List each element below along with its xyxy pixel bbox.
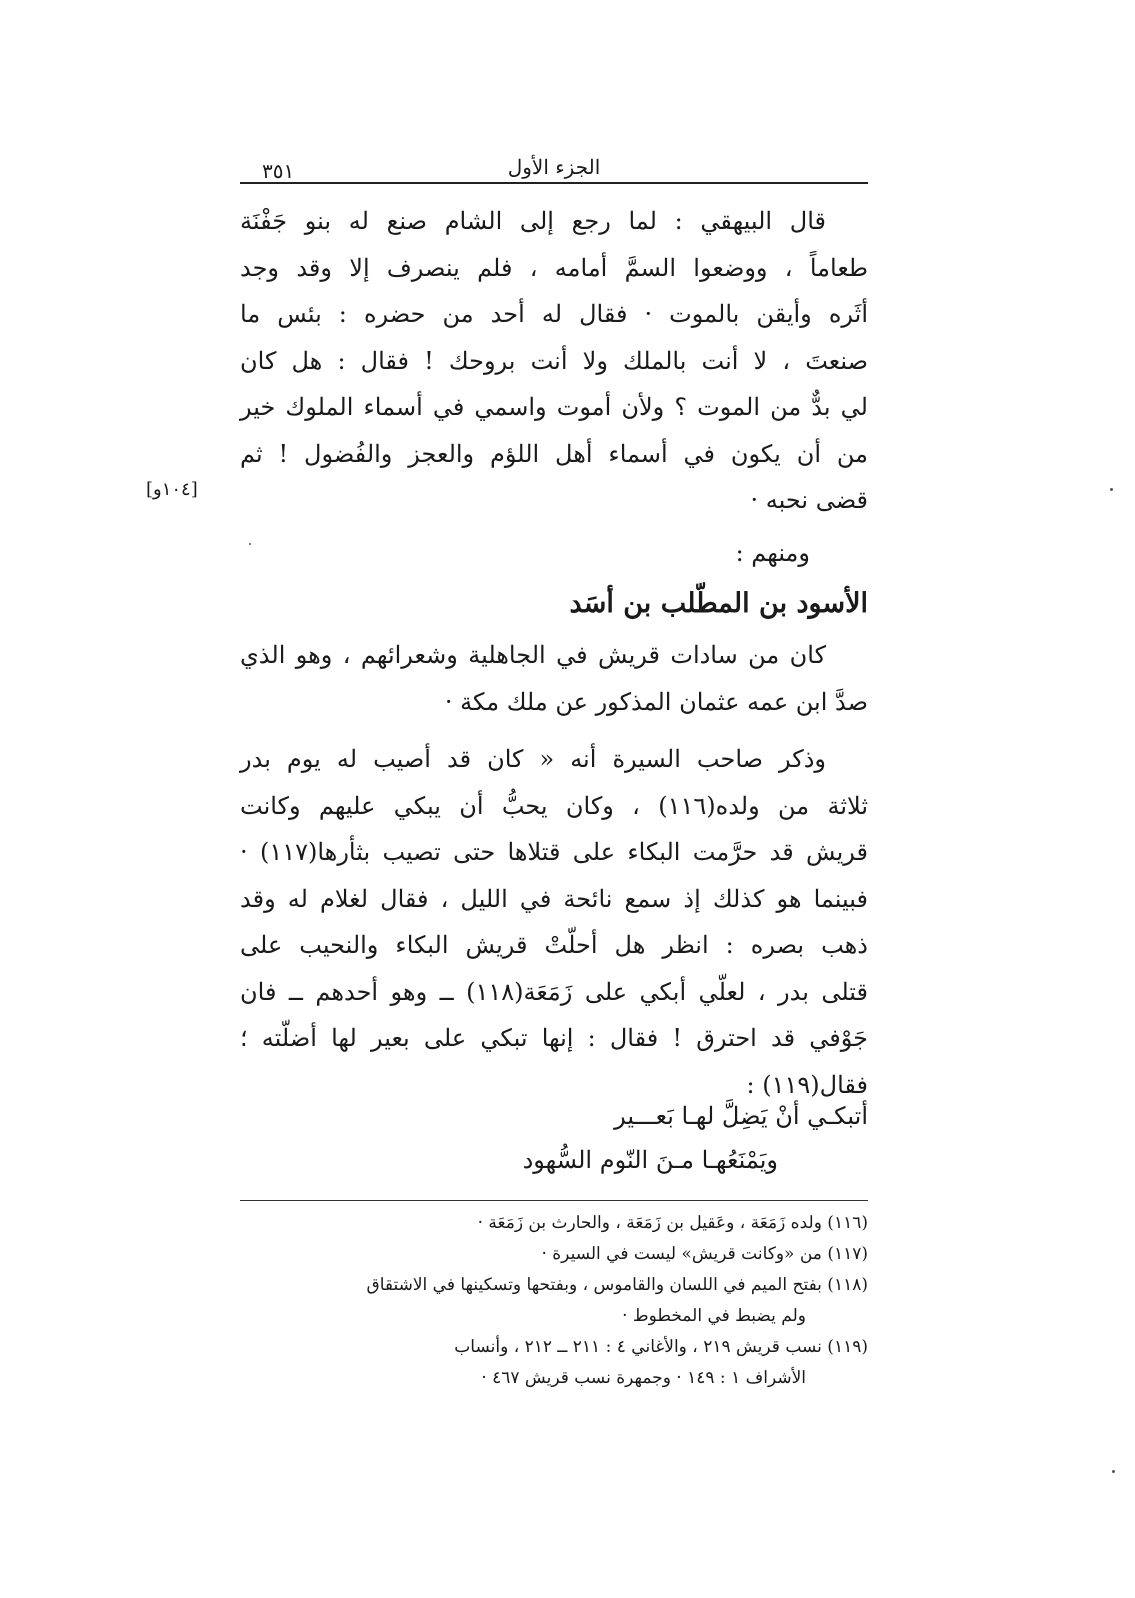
header-rule — [240, 182, 868, 184]
text-line: من أن يكون في أسماء أهل اللؤم والعجز والفُضول ! ثم — [240, 439, 868, 468]
text-line: أثَره وأيقن بالموت · فقال له أحد من حضره : بئس ما — [240, 300, 868, 328]
text-line: ثلاثة من ولده(١١٦) ، وكان يحبُّ أن يبكي عليهم وكانت — [240, 791, 869, 820]
folio-marker: [١٠٤و] — [146, 479, 198, 500]
footnote: (١١٧) من «وكانت قريش» ليست في السيرة · — [541, 1244, 868, 1264]
paragraph-sira — [240, 736, 868, 1108]
text-line: جَوْفي قد احترق ! فقال : إنها تبكي على بعير لها أضلّته ؛ — [240, 1024, 868, 1052]
text-line: فبينما هو كذلك إذ سمع نائحة في الليل ، فقال لغلام له وقد — [240, 884, 868, 913]
footnote-continuation: الأشراف ١ : ١٤٩ · وجمهرة نسب قريش ٤٦٧ · — [481, 1368, 806, 1388]
page-number: ٣٥١ — [262, 159, 295, 183]
text-line: طعاماً ، ووضعوا السمَّ أمامه ، فلم ينصرف إلا وقد وجد — [240, 253, 868, 282]
text-line: قال البيهقي : لما رجع إلى الشام صنع له بنو جَفْنَة — [240, 207, 826, 235]
footnote: (١١٦) ولده زَمَعَة ، وعَقيل بن زَمَعَة ، والحارث بن زَمَعَة · — [477, 1213, 868, 1233]
text-line: كان من سادات قريش في الجاهلية وشعرائهم ، وهو الذي — [240, 641, 826, 669]
footnotes — [240, 1208, 868, 1394]
verse-line-1: أتبكـي أنْ يَضِلَّ لهـا بَعـــير — [614, 1102, 868, 1130]
running-title: الجزء الأول — [507, 155, 601, 179]
running-header — [240, 145, 868, 183]
footnote-continuation: ولم يضبط في المخطوط · — [622, 1306, 806, 1326]
text-line: وذكر صاحب السيرة أنه « كان قد أصيب له يوم بدر — [240, 745, 826, 773]
paragraph-bayhaqi — [240, 198, 868, 524]
text-line: صدَّ ابن عمه عثمان المذكور عن ملك مكة · — [444, 687, 868, 716]
scan-speck — [1112, 1470, 1115, 1473]
text-line: ذهب بصره : انظر هل أحلّتْ قريش البكاء والنحيب على — [240, 931, 868, 959]
sub-heading: ومنهم : — [735, 539, 810, 567]
footnote: (١١٨) بفتح الميم في اللسان والقاموس ، وبفتحها وتسكينها في الاشتقاق — [366, 1275, 868, 1295]
verse-line-2: ويَمْنَعُهـا مـنَ النّوم السُّهود — [522, 1146, 778, 1174]
scan-speck — [249, 543, 251, 545]
text-line: فقال(١١٩) : — [746, 1070, 868, 1099]
scan-speck — [1110, 488, 1113, 491]
section-title: الأسود بن المطّلب بن أسَد — [569, 588, 868, 619]
text-line: قتلى بدر ، لعلّي أبكي على زَمَعَة(١١٨) ــ وهو أحدهم ــ فان — [240, 977, 868, 1006]
footnote: (١١٩) نسب قريش ٢١٩ ، والأغاني ٤ : ٢١١ ــ ٢١٢ ، وأنساب — [454, 1337, 868, 1357]
text-line: قريش قد حرَّمت البكاء على قتلاها حتى تصيب بثأرها(١١٧) · — [240, 838, 868, 866]
paragraph-intro — [240, 632, 868, 725]
text-line: لي بدٌّ من الموت ؟ ولأن أموت واسمي في أسماء الملوك خير — [240, 393, 868, 421]
text-line: قضى نحبه · — [750, 486, 868, 514]
text-line: صنعتَ ، لا أنت بالملك ولا أنت بروحك ! فقال : هل كان — [240, 346, 868, 375]
footnote-rule — [240, 1200, 868, 1201]
